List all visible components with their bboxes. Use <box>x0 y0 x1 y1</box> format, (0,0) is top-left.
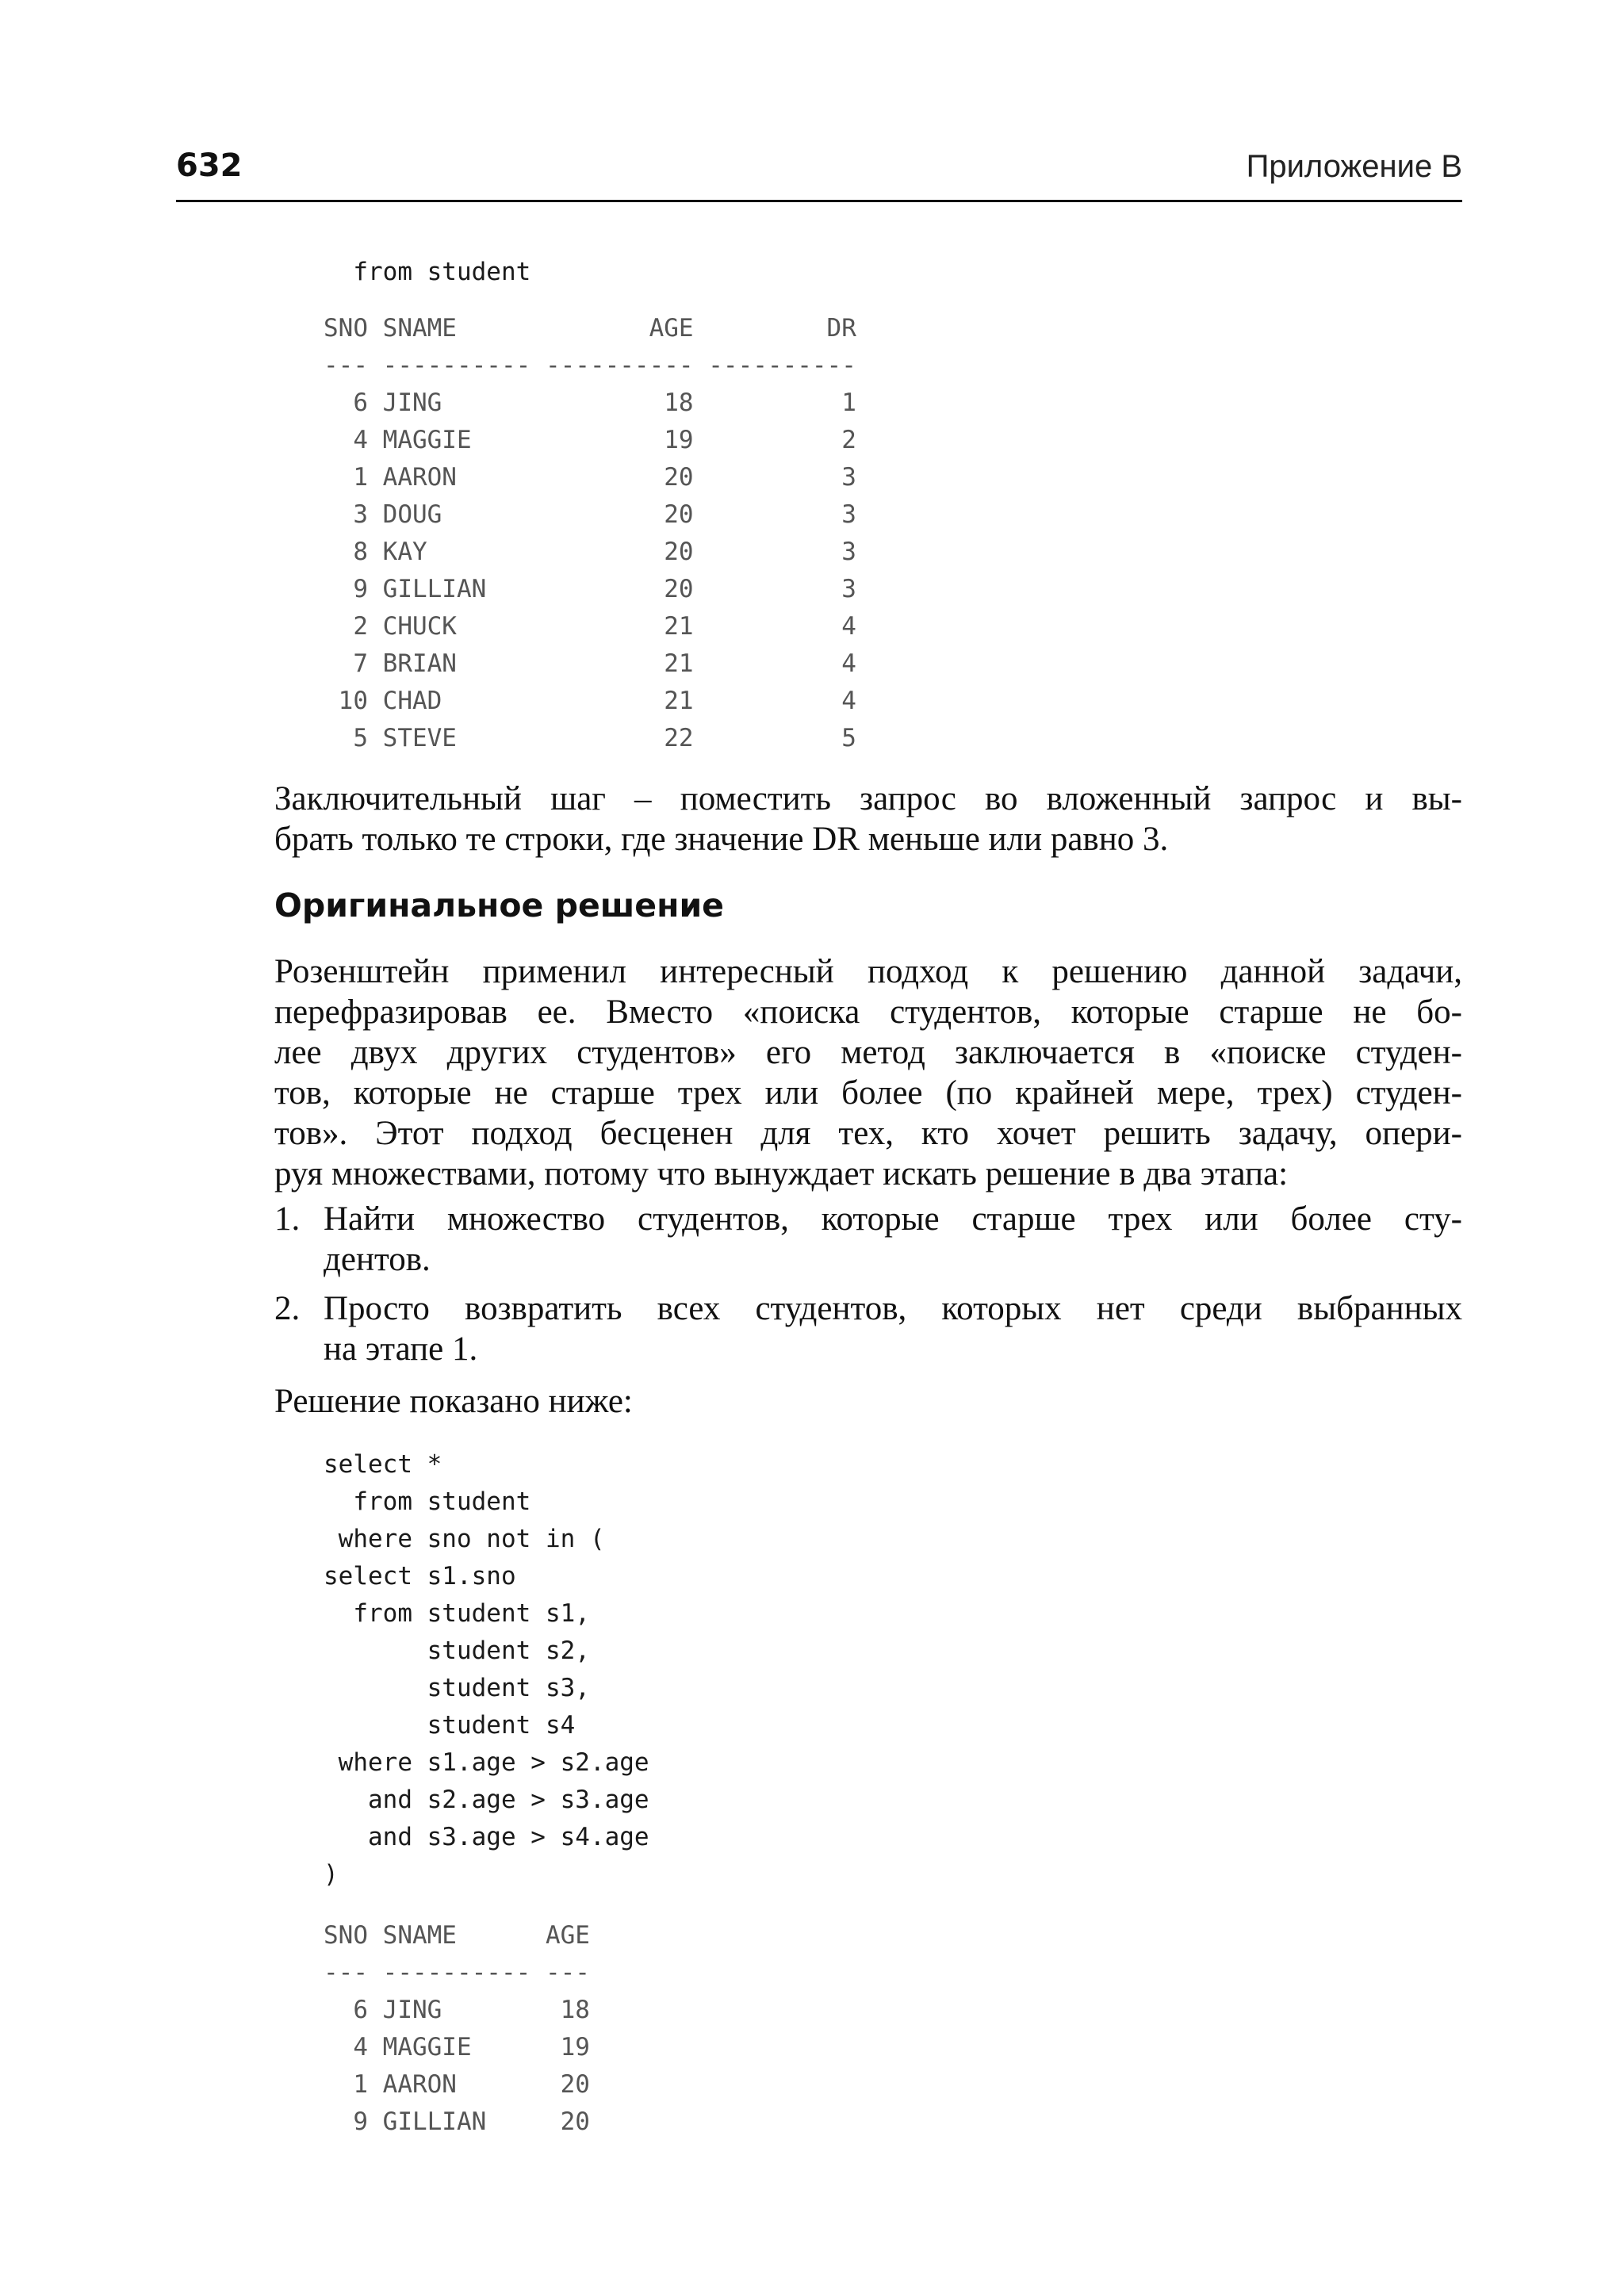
result-separator-row: --- ---------- ---------- ---------- <box>324 351 856 380</box>
list-item <box>274 1288 1462 1369</box>
section-heading: Оригинальное решение <box>274 886 724 924</box>
code-line: student s4 <box>324 1711 576 1740</box>
paragraph-line: тов, которые не старше трех или более (по крайней мере, трех) студен- <box>274 1074 1462 1112</box>
code-line: and s2.age > s3.age <box>324 1786 649 1814</box>
paragraph-line: тов». Этот подход бесценен для тех, кто хочет решить задачу, опери- <box>274 1115 1462 1152</box>
list-item-number: 1. <box>274 1200 301 1238</box>
list-item-line: дентов. <box>324 1241 431 1278</box>
code-block-from-student <box>324 254 530 291</box>
result-row: 5 STEVE 22 5 <box>324 724 856 752</box>
code-line: from student <box>324 1487 531 1516</box>
result-separator-row: --- ---------- --- <box>324 1958 590 1987</box>
code-line: from student s1, <box>324 1599 590 1628</box>
code-line: ) <box>324 1860 339 1889</box>
list-item-line: Просто возвратить всех студентов, которых нет среди выбранных <box>324 1290 1462 1327</box>
running-title: Приложение В <box>1246 149 1462 184</box>
result-row: 7 BRIAN 21 4 <box>324 649 856 678</box>
list-item-text <box>324 1288 1462 1369</box>
code-line: where sno not in ( <box>324 1525 605 1553</box>
result-row: 9 GILLIAN 20 <box>324 2107 590 2136</box>
paragraph-line: Розенштейн применил интересный подход к решению данной задачи, <box>274 953 1462 990</box>
code-line: select * <box>324 1450 442 1479</box>
query-result-table-1 <box>324 310 856 757</box>
code-line: student s3, <box>324 1674 590 1702</box>
result-row: 4 MAGGIE 19 <box>324 2033 590 2061</box>
code-block-sql-solution <box>324 1446 649 1893</box>
result-row: 8 KAY 20 3 <box>324 538 856 566</box>
result-header-row: SNO SNAME AGE <box>324 1921 590 1950</box>
list-item-number: 2. <box>274 1290 301 1327</box>
result-row: 2 CHUCK 21 4 <box>324 612 856 641</box>
code-line: student s2, <box>324 1636 590 1665</box>
result-row: 4 MAGGIE 19 2 <box>324 426 856 454</box>
code-line: and s3.age > s4.age <box>324 1823 649 1851</box>
result-header-row: SNO SNAME AGE DR <box>324 314 856 343</box>
paragraph-original-solution <box>274 951 1462 1194</box>
result-row: 1 AARON 20 <box>324 2070 590 2099</box>
paragraph-line: перефразировав ее. Вместо «поиска студентов, которые старше не бо- <box>274 993 1462 1031</box>
page-number: 632 <box>176 147 243 184</box>
paragraph-line: руя множествами, потому что вынуждает искать решение в два этапа: <box>274 1155 1289 1192</box>
code-line: where s1.age > s2.age <box>324 1748 649 1777</box>
list-item-line: на этапе 1. <box>324 1330 478 1368</box>
list-item <box>274 1199 1462 1280</box>
paragraph-solution-below: Решение показано ниже: <box>274 1383 633 1420</box>
paragraph-line: брать только те строки, где значение DR меньше или равно 3. <box>274 821 1169 858</box>
result-row: 1 AARON 20 3 <box>324 463 856 492</box>
list-item-line: Найти множество студентов, которые старше трех или более сту- <box>324 1200 1462 1238</box>
code-line: select s1.sno <box>324 1562 516 1591</box>
paragraph-final-step <box>274 779 1462 859</box>
paragraph-line: Заключительный шаг – поместить запрос во вложенный запрос и вы- <box>274 780 1462 817</box>
paragraph-line: лее двух других студентов» его метод заключается в «поиске студен- <box>274 1034 1462 1071</box>
result-row: 6 JING 18 1 <box>324 389 856 417</box>
result-row: 6 JING 18 <box>324 1996 590 2024</box>
result-row: 10 CHAD 21 4 <box>324 687 856 715</box>
code-line: from student <box>324 258 531 286</box>
result-row: 3 DOUG 20 3 <box>324 500 856 529</box>
result-row: 9 GILLIAN 20 3 <box>324 575 856 603</box>
query-result-table-2 <box>324 1917 590 2141</box>
list-item-text <box>324 1199 1462 1280</box>
page-header <box>176 147 1462 202</box>
